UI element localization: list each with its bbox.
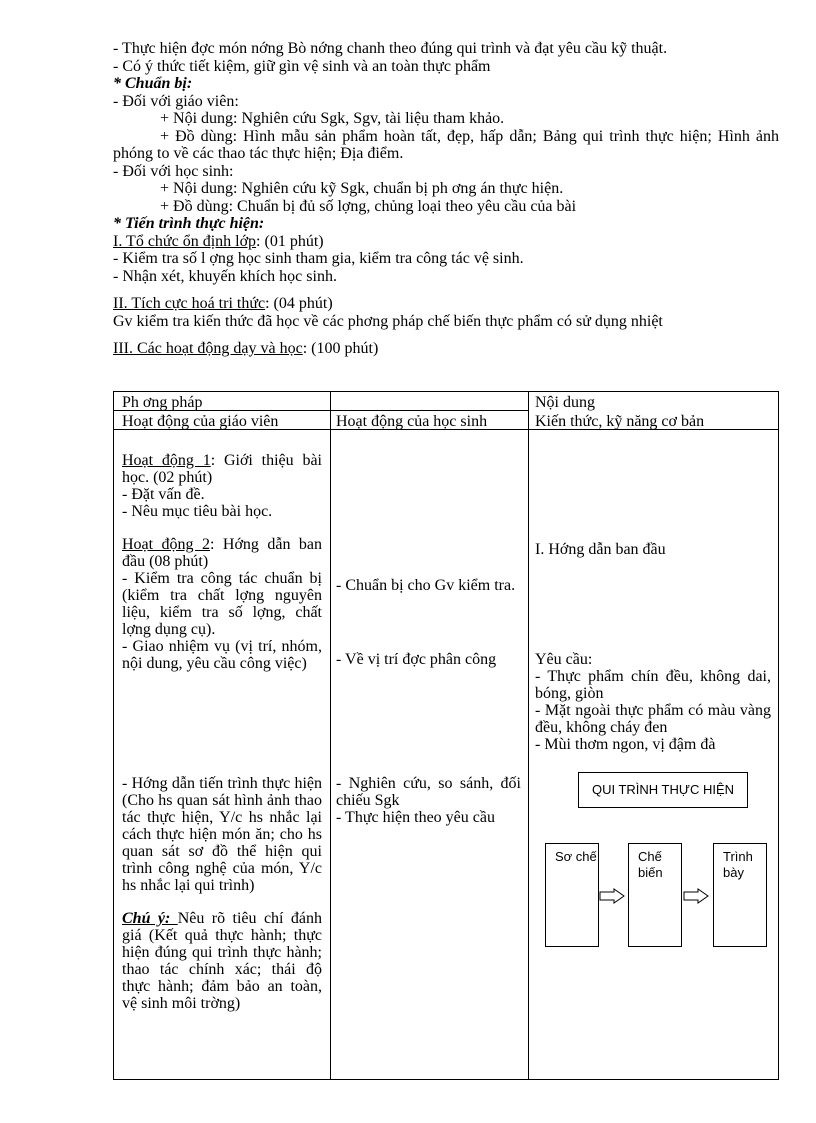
note <box>122 910 322 1012</box>
teacher-prep-content: + Nội dung: Nghiên cứu Sgk, Sgv, tài liệu tham khảo. <box>160 110 505 127</box>
section-3-time: : (100 phút) <box>302 340 379 357</box>
requirement-3: - Mùi thơm ngon, vị đậm đà <box>535 736 716 753</box>
activity-2-item-b: - Giao nhiệm vụ (vị trí, nhóm, nội dung, yêu cầu công việc) <box>122 638 322 672</box>
student-prep-content: + Nội dung: Nghiên cứu kỹ Sgk, chuẩn bị ph ơng án thực hiện. <box>160 180 564 197</box>
section-1-item-a: - Kiểm tra số l ợng học sinh tham gia, kiểm tra công tác vệ sinh. <box>113 250 524 267</box>
lesson-intro <box>113 40 779 358</box>
header-knowledge: Kiến thức, kỹ năng cơ bản <box>535 413 705 430</box>
student-prep-materials: + Đồ dùng: Chuẩn bị đủ số lợng, chủng loại theo yêu cầu của bài <box>160 197 577 215</box>
teacher-column <box>122 452 322 672</box>
process-title-box: QUI TRÌNH THỰC HIỆN <box>578 772 748 808</box>
teacher-column-lower <box>122 775 322 1012</box>
student-item-a: - Chuẩn bị cho Gv kiểm tra. <box>336 577 516 594</box>
student-item-d: - Thực hiện theo yêu cầu <box>336 809 495 826</box>
section-3-title: III. Các hoạt động dạy và học <box>113 340 303 357</box>
activity-1-item-a: - Đặt vấn đề. <box>122 486 205 503</box>
section-2-heading <box>113 295 779 313</box>
table-divider-1 <box>330 392 331 1079</box>
student-prep-label: - Đối với học sinh: <box>113 162 234 180</box>
objective-skill: - Thực hiện đợc món nớng Bò nớng chanh theo đúng qui trình và đạt yêu cầu kỹ thuật. <box>113 40 668 57</box>
process-step-prep: Sơ chế <box>545 843 599 947</box>
arrow-right-icon <box>599 888 625 904</box>
activity-2-item-c: - Hớng dẫn tiến trình thực hiện (Cho hs quan sát hình ảnh thao tác thực hiện, Y/c hs nhắc lại cách thực hiện món ăn; cho hs quan sát sơ đồ thể hiện qui trình công nghệ của món, Y/c hs nhắc lại qui trình) <box>122 775 322 894</box>
table-divider-2 <box>528 392 529 1079</box>
activity-2-title: Hoạt động 2 <box>122 536 210 553</box>
requirements-label: Yêu cầu: <box>535 651 593 668</box>
student-item-c-d <box>336 775 521 826</box>
note-text: Nêu rõ tiêu chí đánh giá (Kết quả thực hành; thực hiện đúng qui trình thực hành; thao tác chính xác; thái độ thực hành; đảm bảo an toàn, vệ sinh môi trờng) <box>122 910 323 1012</box>
header-content: Nội dung <box>535 394 595 411</box>
process-step-present: Trình bày <box>713 843 767 947</box>
teacher-prep-label: - Đối với giáo viên: <box>113 92 239 110</box>
knowledge-heading: I. Hớng dẫn ban đầu <box>535 541 666 558</box>
knowledge-requirements <box>535 651 771 753</box>
section-2-item-a: Gv kiểm tra kiến thức đã học về các phơng pháp chế biến thực phẩm có sử dụng nhiệt <box>113 312 663 330</box>
section-1-title: I. Tổ chức ổn định lớp <box>113 232 257 250</box>
section-1-heading <box>113 233 779 251</box>
activity-2-item-a: - Kiểm tra công tác chuẩn bị (kiểm tra chất lợng nguyên liệu, kiểm tra số lợng, chất lợng dụng cụ). <box>122 570 322 638</box>
objective-attitude: - Có ý thức tiết kiệm, giữ gìn vệ sinh và an toàn thực phẩm <box>113 57 491 75</box>
requirement-2: - Mặt ngoài thực phẩm có màu vàng đều, không cháy đen <box>535 702 771 736</box>
section-2-time: : (04 phút) <box>265 295 333 312</box>
section-3-heading <box>113 340 779 358</box>
student-item-c: - Nghiên cứu, so sánh, đối chiếu Sgk <box>336 775 521 809</box>
preparation-heading: * Chuẩn bị: <box>113 75 193 92</box>
section-1-time: : (01 phút) <box>256 232 324 250</box>
process-step-cook: Chế biến <box>628 843 682 947</box>
activities-table <box>113 391 779 1080</box>
note-title: Chú ý: <box>122 910 178 927</box>
requirement-1: - Thực phẩm chín đều, không dai, bóng, giòn <box>535 668 771 702</box>
section-2-title: II. Tích cực hoá tri thức <box>113 295 266 312</box>
header-teacher: Hoạt động của giáo viên <box>122 413 279 430</box>
activity-2 <box>122 536 322 570</box>
procedure-heading: * Tiến trình thực hiện: <box>113 215 265 232</box>
activity-1-desc: : Giới thiệu bài học. (02 phút) <box>122 452 322 486</box>
activity-1-item-b: - Nêu mục tiêu bài học. <box>122 503 273 520</box>
student-item-b: - Về vị trí đợc phân công <box>336 651 497 668</box>
section-1-item-b: - Nhận xét, khuyến khích học sinh. <box>113 267 337 285</box>
teacher-prep-materials: + Đồ dùng: Hình mẫu sản phẩm hoàn tất, đẹp, hấp dẫn; Bảng qui trình thực hiện; Hình ảnh phóng to về các thao tác thực hiện; Địa điểm. <box>113 127 779 162</box>
activity-2-desc: : Hớng dẫn ban đầu (08 phút) <box>122 536 322 570</box>
arrow-right-icon <box>683 888 709 904</box>
header-student: Hoạt động của học sinh <box>336 413 488 430</box>
activity-1-title: Hoạt động 1 <box>122 452 211 469</box>
activity-1 <box>122 452 322 486</box>
header-method: Ph ơng pháp <box>122 394 203 411</box>
